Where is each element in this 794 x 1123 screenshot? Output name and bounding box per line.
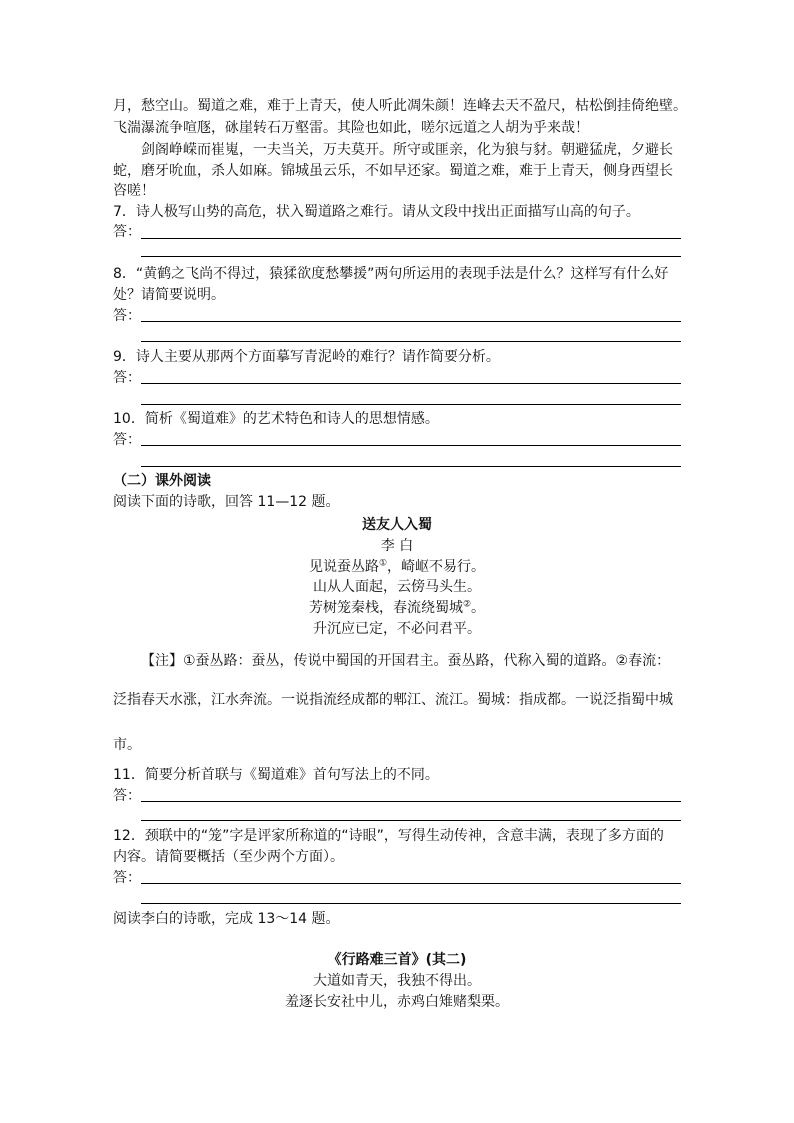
note-line: 市。 <box>113 737 141 753</box>
passage-line: 飞湍瀑流争喧豗，砯崖转石万壑雷。其险也如此，嗟尔远道之人胡为乎来哉！ <box>113 120 589 136</box>
poem-line: 升沉应已定，不必问君平。 <box>313 621 481 637</box>
question-8-cont: 处？请简要说明。 <box>113 287 225 303</box>
footnote-marker: ① <box>378 558 388 569</box>
question-8: 8．“黄鹤之飞尚不得过，猿猱欲度愁攀援”两句所运用的表现手法是什么？这样写有什么好 <box>113 266 669 282</box>
answer-line[interactable] <box>141 466 681 467</box>
answer-line[interactable] <box>141 903 681 904</box>
answer-line[interactable] <box>141 321 681 322</box>
note-line: 泛指春天水涨，江水奔流。一说指流经成都的郫江、流江。蜀城：指成都。一说泛指蜀中城 <box>113 692 673 708</box>
passage-line: 蛇，磨牙吮血，杀人如麻。锦城虽云乐，不如早还家。蜀道之难，难于上青天，侧身西望长 <box>113 163 673 179</box>
answer-line[interactable] <box>141 445 681 446</box>
poem-line: 芳树笼秦栈，春流绕蜀城②。 <box>308 599 486 616</box>
answer-label: 答： <box>113 224 141 240</box>
answer-label: 答： <box>113 432 141 448</box>
question-11: 11．简要分析首联与《蜀道难》首句写法上的不同。 <box>113 767 439 783</box>
note-line: 【注】①蚕丛路：蚕丛，传说中蜀国的开国君主。蚕丛路，代称入蜀的道路。②春流： <box>141 653 671 669</box>
section-heading: （二）课外阅读 <box>113 473 211 489</box>
answer-label: 答： <box>113 370 141 386</box>
poem-title: 《行路难三首》(其二) <box>327 952 467 968</box>
poem-line: 山从人面起，云傍马头生。 <box>313 579 481 595</box>
answer-line[interactable] <box>141 256 681 257</box>
poem-author: 李 白 <box>380 538 414 554</box>
poem-title: 送友人入蜀 <box>362 517 432 533</box>
answer-label: 答： <box>113 788 141 804</box>
answer-line[interactable] <box>141 383 681 384</box>
question-12: 12．颈联中的“笼”字是评家所称道的“诗眼”，写得生动传神，含意丰满，表现了多方面的 <box>113 828 664 844</box>
question-12-cont: 内容。请简要概括（至少两个方面）。 <box>113 849 344 865</box>
poem-line: 大道如青天，我独不得出。 <box>313 973 481 989</box>
passage-line: 月，愁空山。蜀道之难，难于上青天，使人听此凋朱颜！连峰去天不盈尺，枯松倒挂倚绝壁。 <box>113 98 687 114</box>
answer-line[interactable] <box>141 238 681 239</box>
footnote-marker: ② <box>462 599 472 610</box>
answer-line[interactable] <box>141 801 681 802</box>
poem-line: 见说蚕丛路①，崎岖不易行。 <box>308 558 486 575</box>
answer-line[interactable] <box>141 820 681 821</box>
question-7: 7．诗人极写山势的高危，状入蜀道路之难行。请从文段中找出正面描写山高的句子。 <box>113 204 640 220</box>
answer-line[interactable] <box>141 404 681 405</box>
passage-line: 咨嗟！ <box>113 183 155 199</box>
answer-label: 答： <box>113 308 141 324</box>
question-9: 9．诗人主要从那两个方面摹写青泥岭的难行？请作简要分析。 <box>113 349 500 365</box>
section-intro: 阅读下面的诗歌，回答 11—12 题。 <box>113 494 340 510</box>
poem-line: 羞逐长安社中儿，赤鸡白雉赌梨栗。 <box>285 994 509 1010</box>
answer-label: 答： <box>113 870 141 886</box>
section-intro: 阅读李白的诗歌，完成 13～14 题。 <box>113 911 340 927</box>
answer-line[interactable] <box>141 883 681 884</box>
passage-line: 剑阁峥嵘而崔嵬，一夫当关，万夫莫开。所守或匪亲，化为狼与豺。朝避猛虎，夕避长 <box>141 142 673 158</box>
question-10: 10．简析《蜀道难》的艺术特色和诗人的思想情感。 <box>113 411 439 427</box>
answer-line[interactable] <box>141 341 681 342</box>
